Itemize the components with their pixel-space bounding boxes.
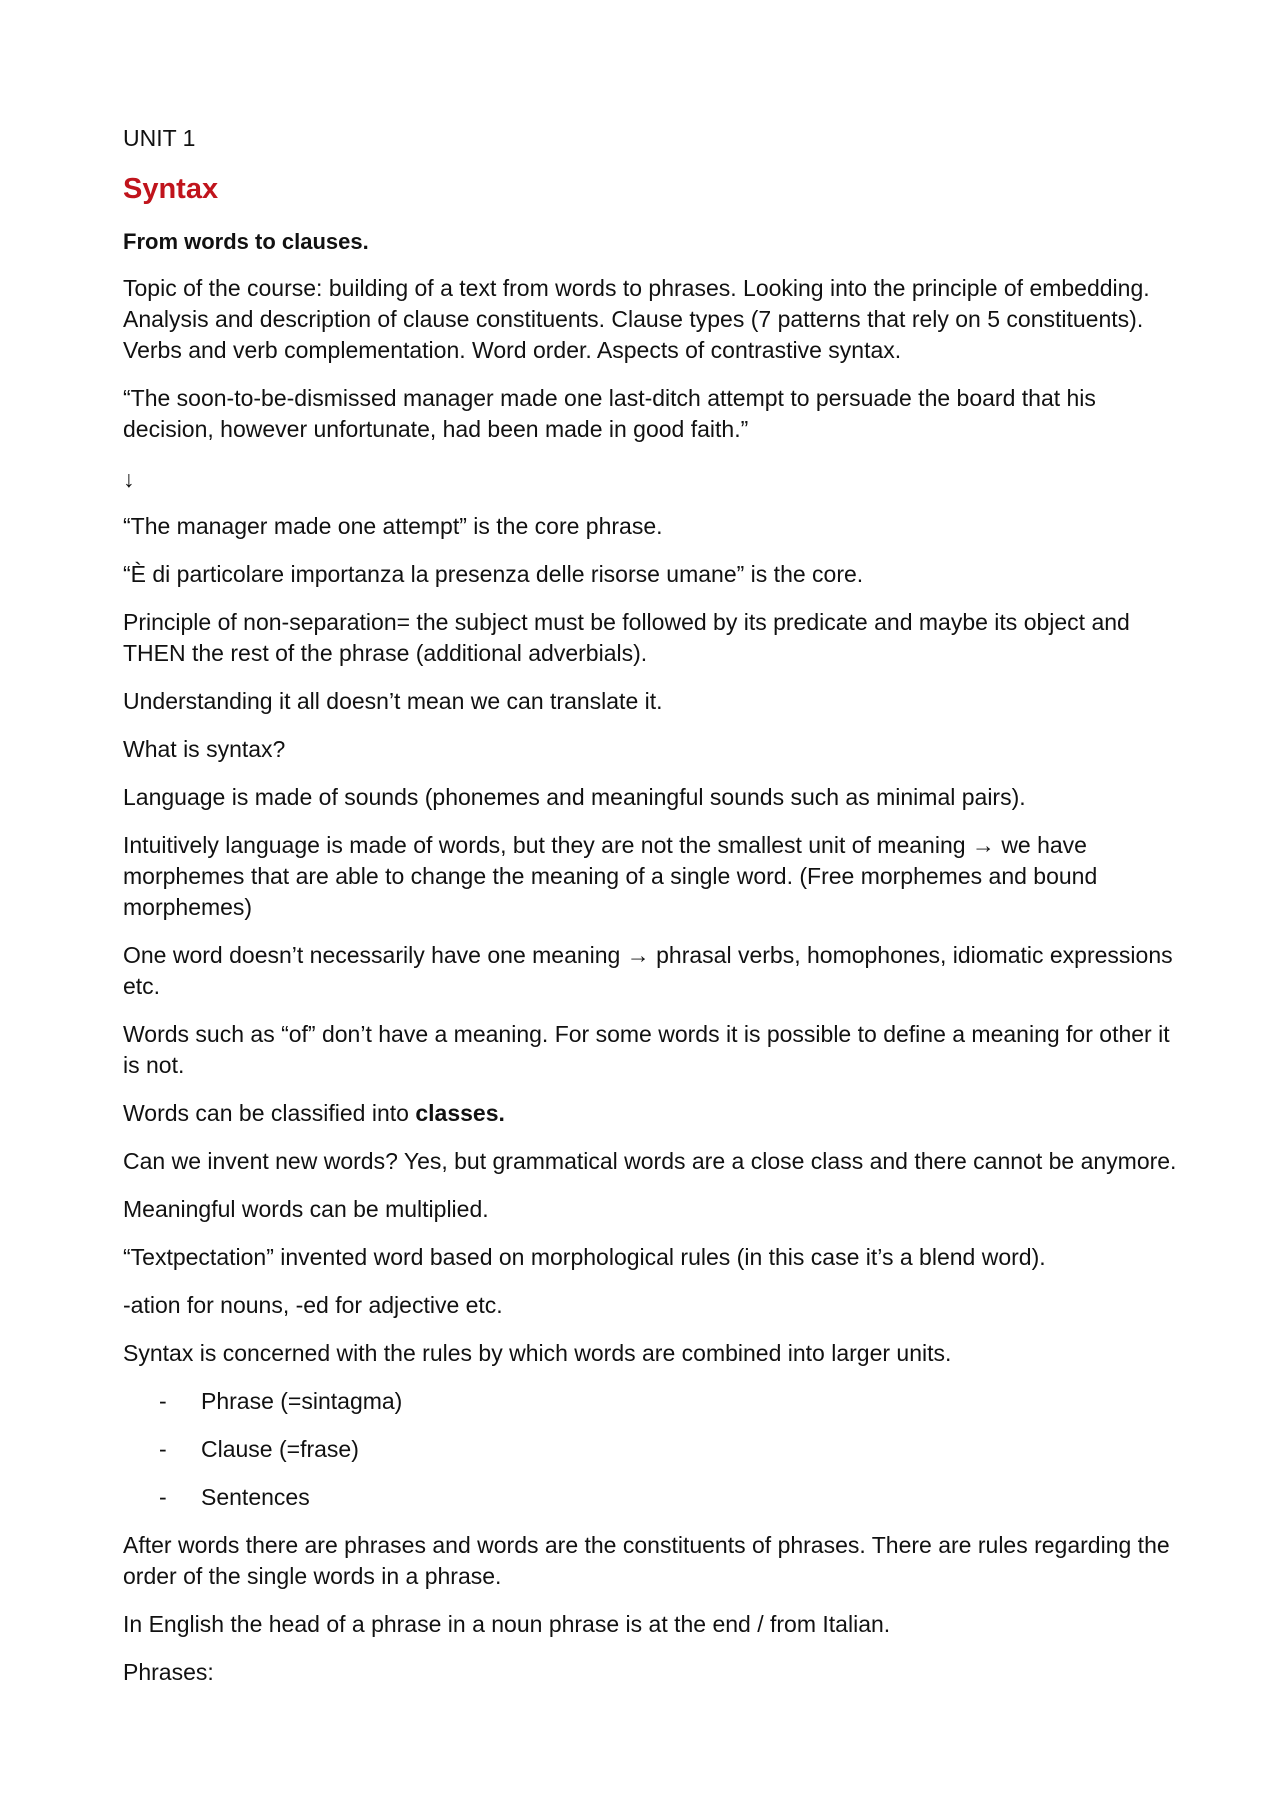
list-item-text: Clause (=frase) [201, 1436, 359, 1462]
paragraph-what-is-syntax: What is syntax? [123, 736, 286, 762]
list-item-text: Phrase (=sintagma) [201, 1388, 403, 1414]
section-subtitle: From words to clauses. [123, 229, 369, 254]
paragraph-non-separation: Principle of non-separation= the subject must be followed by its predicate and maybe its object and THEN the rest of the phrase (additional adverbials). [123, 609, 1130, 666]
list-item-text: Sentences [201, 1484, 310, 1510]
paragraph-sounds: Language is made of sounds (phonemes and meaningful sounds such as minimal pairs). [123, 784, 1026, 810]
list-item [159, 1386, 402, 1417]
paragraph-syntax-rules: Syntax is concerned with the rules by which words are combined into larger units. [123, 1340, 952, 1366]
paragraph-head-of-phrase: In English the head of a phrase in a noun phrase is at the end / from Italian. [123, 1611, 891, 1637]
paragraph-understanding: Understanding it all doesn’t mean we can translate it. [123, 688, 663, 714]
paragraph-classes-text: Words can be classified into [123, 1100, 416, 1126]
down-arrow: ↓ [123, 466, 135, 492]
paragraph-phrase-constituents: After words there are phrases and words are the constituents of phrases. There are rules regarding the order of the single words in a phrase. [123, 1532, 1170, 1589]
paragraph-phrases-heading: Phrases: [123, 1659, 214, 1685]
list-marker: - [159, 1484, 167, 1510]
paragraph-multiplied: Meaningful words can be multiplied. [123, 1196, 489, 1222]
classes-term: classes. [415, 1100, 505, 1126]
paragraph-textpectation: “Textpectation” invented word based on morphological rules (in this case it’s a blend word). [123, 1244, 1046, 1270]
paragraph-of-meaning: Words such as “of” don’t have a meaning. For some words it is possible to define a meaning for other it is not. [123, 1021, 1170, 1078]
paragraph-word-meaning: One word doesn’t necessarily have one meaning → phrasal verbs, homophones, idiomatic expressions etc. [123, 942, 1173, 999]
list-marker: - [159, 1436, 167, 1462]
paragraph-classes [123, 1098, 1183, 1129]
paragraph-new-words: Can we invent new words? Yes, but grammatical words are a close class and there cannot be anymore. [123, 1148, 1177, 1174]
unit-label: UNIT 1 [123, 125, 196, 151]
list-item [159, 1434, 359, 1465]
list-marker: - [159, 1388, 167, 1414]
paragraph-suffixes: -ation for nouns, -ed for adjective etc. [123, 1292, 503, 1318]
paragraph-example-quote: “The soon-to-be-dismissed manager made one last-ditch attempt to persuade the board that his decision, however unfortunate, had been made in good faith.” [123, 385, 1096, 442]
list-item [159, 1482, 310, 1513]
paragraph-core-phrase: “The manager made one attempt” is the core phrase. [123, 513, 663, 539]
page-title: Syntax [123, 173, 219, 205]
paragraph-morphemes: Intuitively language is made of words, but they are not the smallest unit of meaning → we have morphemes that are able to change the meaning of a single word. (Free morphemes and bound morphemes) [123, 832, 1098, 920]
paragraph-topic: Topic of the course: building of a text from words to phrases. Looking into the principle of embedding. Analysis and description of clause constituents. Clause types (7 patterns that rely on 5 constituents). Verbs and verb complementation. Word order. Aspects of contrastive syntax. [123, 275, 1150, 363]
paragraph-italian-core: “È di particolare importanza la presenza delle risorse umane” is the core. [123, 561, 864, 587]
